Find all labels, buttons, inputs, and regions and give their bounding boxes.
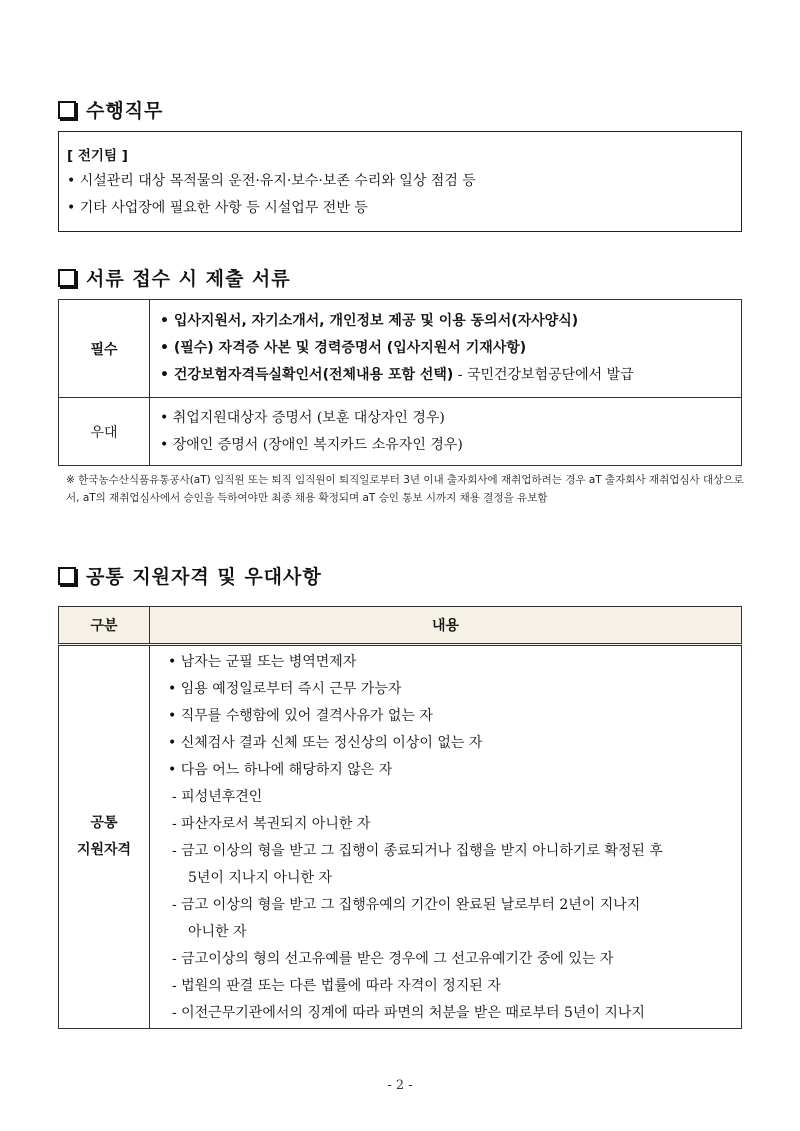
row-label [59,645,150,1029]
qualification-line: - 파산자로서 복권되지 아니한 자 [172,816,371,832]
required-item-extra: - 국민건강보험공단에서 발급 [453,367,634,383]
qualification-line: - 법원의 판결 또는 다른 법률에 따라 자격이 정지된 자 [172,978,501,994]
required-item: • 입사지원서, 자기소개서, 개인정보 제공 및 이용 동의서(자사양식) [160,313,579,329]
qualification-line: - 금고이상의 형의 선고유예를 받은 경우에 그 선고유예기간 중에 있는 자 [172,951,614,967]
checkbox-square-icon [58,567,76,585]
row-label-line: 지원자격 [76,842,132,858]
qualification-line: 5년이 지나지 아니한 자 [188,870,332,886]
row-label-line: 공통 [90,815,118,831]
qualification-content [150,645,742,1029]
qualification-line: • 신체검사 결과 신체 또는 정신상의 이상이 없는 자 [168,735,483,751]
qualification-line: 아니한 자 [188,924,247,940]
duty-box-title: [ 전기팀 ] [67,148,128,164]
header-col-content: 내용 [150,607,742,645]
checkbox-square-icon [58,101,76,119]
preferred-label: 우대 [59,398,150,466]
section-title-duty-text: 수행직무 [86,100,164,122]
section-title-qualification [58,562,322,589]
qualification-line: - 금고 이상의 형을 받고 그 집행이 종료되거나 집행을 받지 아니하기로 확정된 후 [172,843,663,859]
header-col-category: 구분 [59,607,150,645]
required-item [160,362,741,389]
required-item: • (필수) 자격증 사본 및 경력증명서 (입사지원서 기재사항) [160,340,527,356]
documents-table [58,299,742,466]
required-label: 필수 [59,300,150,398]
qualification-table [58,606,742,1029]
preferred-item: • 취업지원대상자 증명서 (보훈 대상자인 경우) [160,409,445,426]
section-title-duty [58,96,163,123]
qualification-line: • 남자는 군필 또는 병역면제자 [168,654,357,670]
required-item-main: • 건강보험자격득실확인서(전체내용 포함 선택) [160,367,454,383]
qualification-line: • 다음 어느 하나에 해당하지 않은 자 [168,762,393,778]
duty-item: • 시설관리 대상 목적물의 운전·유지·보수·보존 수리와 일상 점검 등 [67,173,476,189]
qualification-line: - 피성년후견인 [172,789,263,805]
page-number: - 2 - [387,1078,413,1093]
documents-note: ※ 한국농수산식품유통공사(aT) 임직원 또는 퇴직 임직원이 퇴직일로부터 3년 이내 출자회사에 재취업하려는 경우 aT 출자회사 재취업심사 대상으로서, aT의 재취업심사에서 승인을 득하여야만 최종 채용 확정되며 aT 승인 통보 시까지 채용 결정을 유보함 [66,474,744,504]
section-title-documents [58,264,291,291]
qualification-line: - 금고 이상의 형을 받고 그 집행유예의 기간이 완료된 날로부터 2년이 지나지 [172,897,641,913]
duty-item: • 기타 사업장에 필요한 사항 등 시설업무 전반 등 [67,200,368,216]
section-title-qualification-text: 공통 지원자격 및 우대사항 [86,566,322,588]
duty-box [58,131,742,232]
checkbox-square-icon [58,269,76,287]
qualification-line: • 직무를 수행함에 있어 결격사유가 없는 자 [168,708,433,724]
qualification-line: • 임용 예정일로부터 즉시 근무 가능자 [168,681,402,697]
section-title-documents-text: 서류 접수 시 제출 서류 [86,268,291,290]
preferred-item: • 장애인 증명서 (장애인 복지카드 소유자인 경우) [160,436,463,453]
qualification-line: - 이전근무기관에서의 징계에 따라 파면의 처분을 받은 때로부터 5년이 지나지 [172,1005,645,1021]
